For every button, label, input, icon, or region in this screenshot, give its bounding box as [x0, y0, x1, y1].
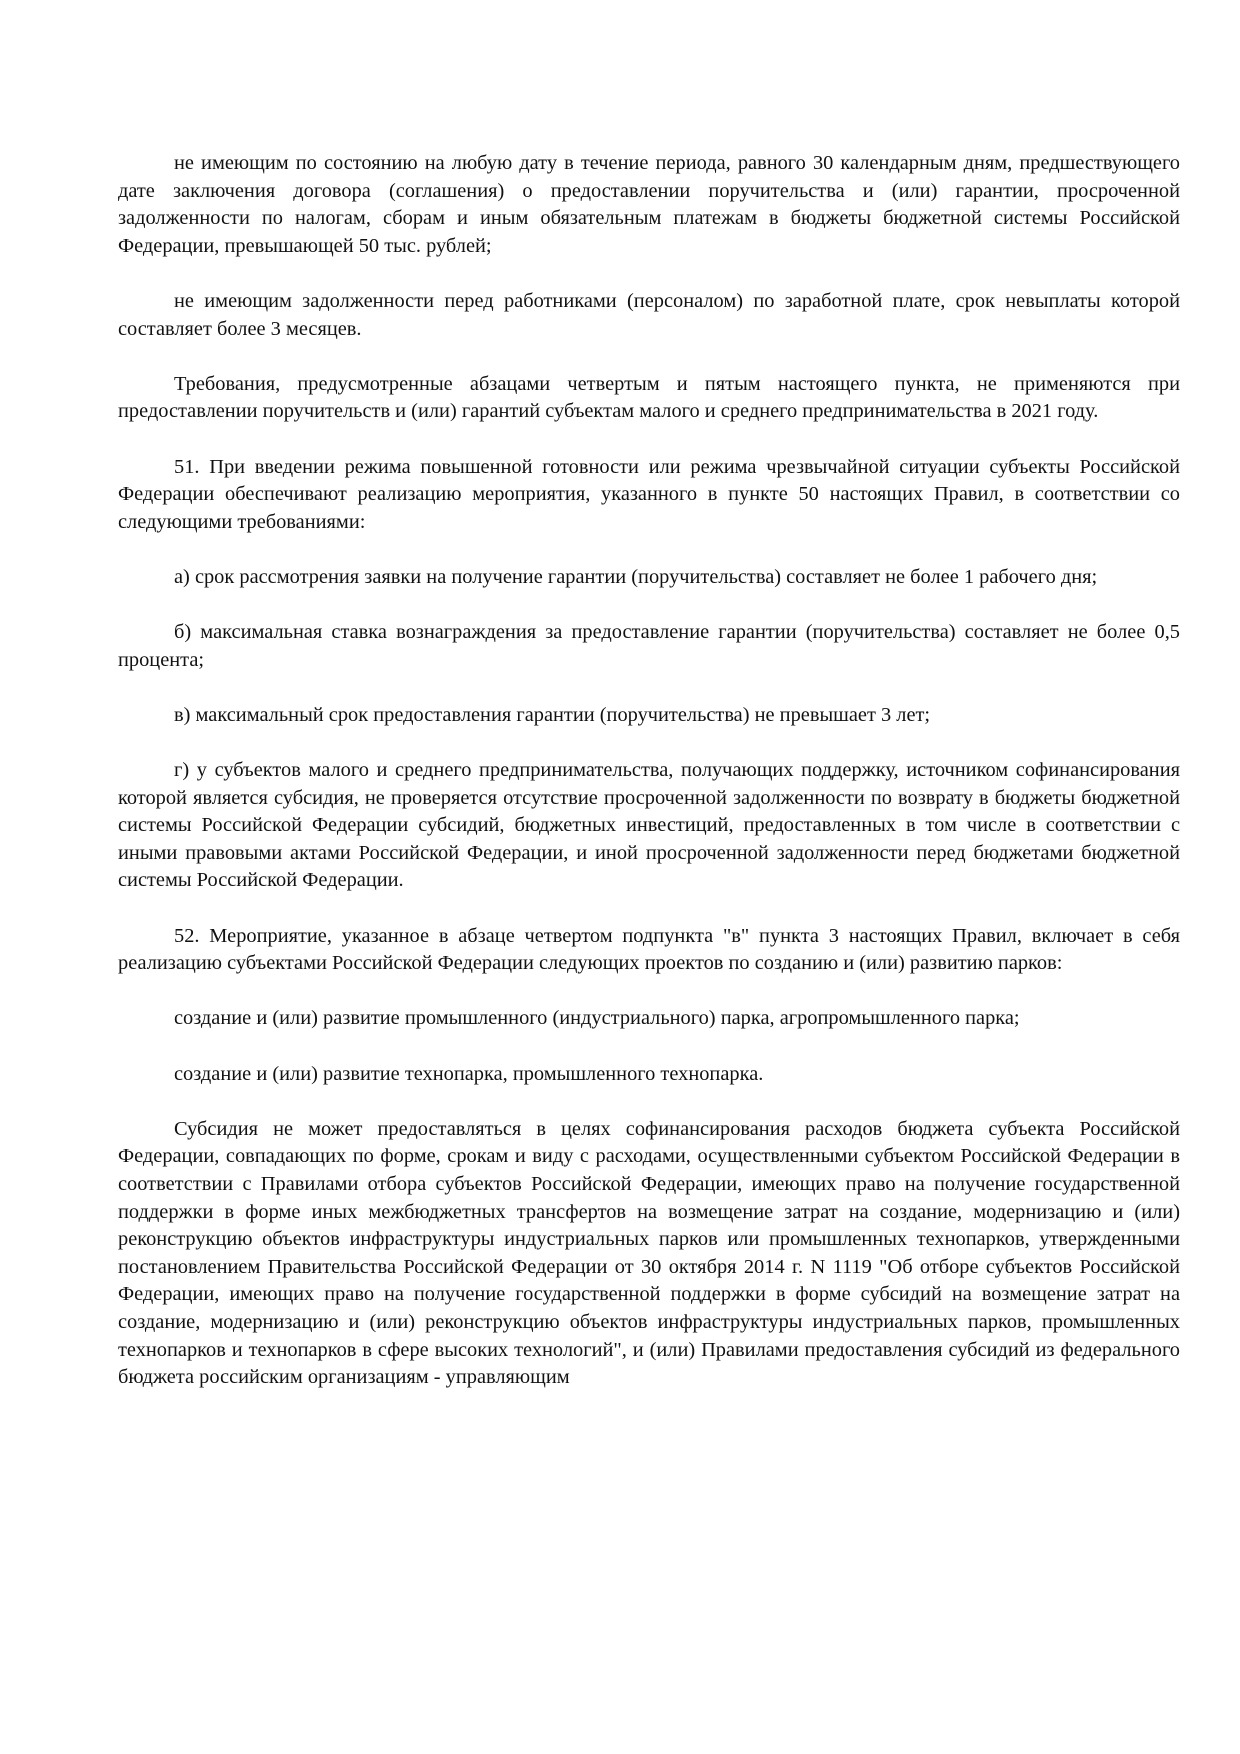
paragraph-subsidy-restriction: Субсидия не может предоставляться в целях софинансирования расходов бюджета субъекта Российской Федерации, совпадающих по форме, срокам и виду с расходами, осуществленными субъектом Российской Федерации в соответствии с Правилами отбора субъектов Российской Федерации, имеющих право на получение государственной поддержки в форме иных межбюджетных трансфертов на возмещение затрат на создание, модернизацию и (или) реконструкцию объектов инфраструктуры индустриальных парков или промышленных технопарков, утвержденными постановлением Правительства Российской Федерации от 30 октября 2014 г. N 1119 "Об отборе субъектов Российской Федерации, имеющих право на получение государственной поддержки в форме субсидий на возмещение затрат на создание, модернизацию и (или) реконструкцию объектов инфраструктуры индустриальных парков, промышленных технопарков и технопарков в сфере высоких технологий", и (или) Правилами предоставления субсидий из федерального бюджета российским организациям - управляющим: [118, 1117, 1180, 1389]
paragraph-industrial-park: создание и (или) развитие промышленного (индустриального) парка, агропромышленного парка;: [174, 1007, 1020, 1030]
paragraph-clause-52: 52. Мероприятие, указанное в абзаце четвертом подпункта "в" пункта 3 настоящих Правил, включает в себя реализацию субъектами Российской Федерации следующих проектов по созданию и (или) развитию парков:: [118, 924, 1180, 975]
document-page: [118, 150, 1180, 1419]
paragraph-requirements-exemption: Требования, предусмотренные абзацами четвертым и пятым настоящего пункта, не применяются при предоставлении поручительств и (или) гарантий субъектам малого и среднего предпринимательства в 2021 году.: [118, 372, 1180, 423]
paragraph-clause-51-b: б) максимальная ставка вознаграждения за предоставление гарантии (поручительства) составляет не более 0,5 процента;: [118, 621, 1180, 671]
paragraph-clause-51-v: в) максимальный срок предоставления гарантии (поручительства) не превышает 3 лет;: [174, 703, 931, 726]
paragraph-clause-51-a: а) срок рассмотрения заявки на получение гарантии (поручительства) составляет не более 1 рабочего дня;: [174, 565, 1098, 588]
paragraph-wage-debt-condition: не имеющим задолженности перед работниками (персоналом) по заработной плате, срок невыплаты которой составляет более 3 месяцев.: [118, 289, 1180, 340]
paragraph-technopark: создание и (или) развитие технопарка, промышленного технопарка.: [174, 1062, 764, 1085]
paragraph-tax-debt-condition: не имеющим по состоянию на любую дату в течение периода, равного 30 календарным дням, предшествующего дате заключения договора (соглашения) о предоставлении поручительства и (или) гарантии, просроченной задолженности по налогам, сборам и иным обязательным платежам в бюджеты бюджетной системы Российской Федерации, превышающей 50 тыс. рублей;: [118, 152, 1180, 257]
paragraph-clause-51-g: г) у субъектов малого и среднего предпринимательства, получающих поддержку, источником софинансирования которой является субсидия, не проверяется отсутствие просроченной задолженности по возврату в бюджеты бюджетной системы Российской Федерации субсидий, бюджетных инвестиций, предоставленных в том числе в соответствии с иными правовыми актами Российской Федерации, и иной просроченной задолженности перед бюджетами бюджетной системы Российской Федерации.: [118, 759, 1180, 892]
paragraph-clause-51: 51. При введении режима повышенной готовности или режима чрезвычайной ситуации субъекты Российской Федерации обеспечивают реализацию мероприятия, указанного в пункте 50 настоящих Правил, в соответствии со следующими требованиями:: [118, 455, 1180, 533]
